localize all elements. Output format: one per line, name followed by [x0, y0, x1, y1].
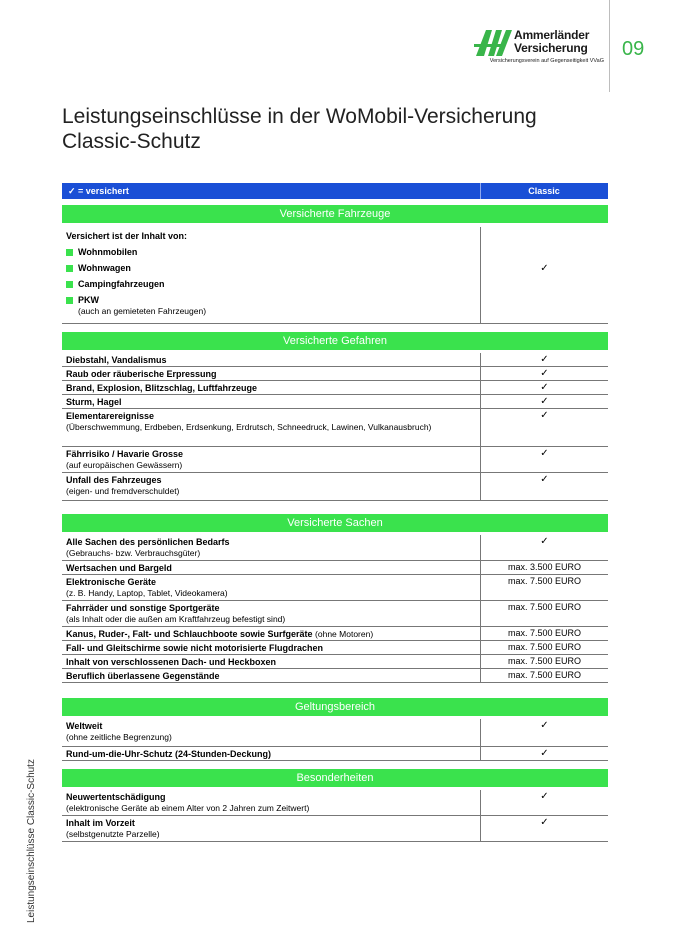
table-row [62, 669, 608, 683]
checkmark-icon: ✓ [540, 791, 549, 802]
checkmark-icon: ✓ [540, 263, 549, 274]
row-value [480, 790, 608, 815]
row-title: Inhalt von verschlossenen Dach- und Heckboxen [66, 657, 277, 667]
section-besonderheiten: Besonderheiten [62, 769, 608, 787]
table-header [62, 183, 608, 199]
limit-value: max. 7.500 EURO [507, 576, 582, 586]
row-value [480, 535, 608, 560]
table-row [62, 747, 608, 761]
table-row [62, 641, 608, 655]
column-classic: Classic [528, 186, 560, 196]
row-subtitle: (z. B. Handy, Laptop, Tablet, Videokamera) [66, 588, 228, 598]
checkmark-icon: ✓ [540, 368, 549, 379]
table-row [62, 790, 608, 816]
row-label [66, 563, 476, 574]
table-row [62, 601, 608, 627]
row-label [66, 721, 476, 743]
row-subtitle: (eigen- und fremdverschuldet) [66, 486, 180, 496]
row-label [66, 475, 476, 497]
row-label [66, 603, 476, 625]
section-versicherte-sachen: Versicherte Sachen [62, 514, 608, 532]
section-versicherte-fahrzeuge: Versicherte Fahrzeuge [62, 205, 608, 223]
row-inline-note: (ohne Motoren) [315, 629, 374, 639]
green-bullet-icon [66, 297, 73, 304]
row-title: Brand, Explosion, Blitzschlag, Luftfahrzeuge [66, 383, 258, 393]
title-line-2: Classic-Schutz [62, 130, 201, 153]
logo-text-line1: Ammerländer [514, 28, 590, 42]
checkmark-icon: ✓ [540, 474, 549, 485]
row-value [480, 381, 608, 394]
pkw-note: (auch an gemieteten Fahrzeugen) [78, 306, 207, 316]
logo-mark-icon [474, 28, 514, 58]
row-subtitle: (auf europäischen Gewässern) [66, 460, 183, 470]
row-title: Elementarereignisse [66, 411, 155, 421]
table-row [62, 227, 608, 324]
row-title: Fahrräder und sonstige Sportgeräte [66, 603, 220, 613]
checkmark-icon: ✓ [540, 748, 549, 759]
row-title: Fall- und Gleitschirme sowie nicht motorisierte Flugdrachen [66, 643, 324, 653]
row-label [66, 643, 476, 654]
row-value [480, 395, 608, 408]
row-title: Raub oder räuberische Erpressung [66, 369, 217, 379]
row-value [480, 561, 608, 574]
limit-value: max. 7.500 EURO [507, 628, 582, 638]
table-row [62, 561, 608, 575]
checkmark-icon: ✓ [540, 720, 549, 731]
row-title: Sturm, Hagel [66, 397, 122, 407]
row-value [480, 353, 608, 366]
limit-value: max. 7.500 EURO [507, 670, 582, 680]
table-row [62, 473, 608, 501]
checkmark-icon: ✓ [540, 382, 549, 393]
table-row [62, 367, 608, 381]
list-item: Wohnmobilen [66, 247, 476, 258]
row-label [66, 629, 476, 640]
limit-value: max. 7.500 EURO [507, 642, 582, 652]
green-bullet-icon [66, 249, 73, 256]
section-geltungsbereich: Geltungsbereich [62, 698, 608, 716]
row-label [66, 792, 476, 814]
checkmark-icon: ✓ [540, 396, 549, 407]
table-row [62, 719, 608, 747]
row-title: Beruflich überlassene Gegenstände [66, 671, 220, 681]
row-label [66, 383, 476, 394]
row-label [66, 749, 476, 760]
row-title: Diebstahl, Vandalismus [66, 355, 167, 365]
row-value [480, 473, 608, 500]
row-value [480, 575, 608, 600]
green-bullet-icon [66, 265, 73, 272]
row-value [480, 747, 608, 760]
table-row [62, 535, 608, 561]
row-title: Rund-um-die-Uhr-Schutz (24-Stunden-Deckung) [66, 749, 271, 759]
row-title: Inhalt im Vorzeit [66, 818, 135, 828]
checkmark-icon: ✓ [540, 410, 549, 421]
row-value [480, 627, 608, 640]
table-row [62, 655, 608, 669]
row-value [480, 227, 608, 323]
title-line-1: Leistungseinschlüsse in der WoMobil-Versicherung [62, 105, 537, 128]
row-label [66, 355, 476, 366]
row-label [66, 411, 476, 433]
row-subtitle: (elektronische Geräte ab einem Alter von 2 Jahren zum Zeitwert) [66, 803, 310, 813]
row-subtitle: (als Inhalt oder die außen am Kraftfahrzeug befestigt sind) [66, 614, 286, 624]
table-row [62, 447, 608, 473]
row-value [480, 601, 608, 626]
table-row [62, 409, 608, 447]
logo-text-line2: Versicherung [514, 41, 588, 55]
row-subtitle: (ohne zeitliche Begrenzung) [66, 732, 172, 742]
table-row [62, 816, 608, 842]
row-title: Wertsachen und Bargeld [66, 563, 172, 573]
list-item: Campingfahrzeugen [66, 279, 476, 290]
legend-versichert: ✓ = versichert [68, 186, 129, 196]
page-number: 09 [622, 38, 645, 60]
table-row [62, 353, 608, 367]
row-title: Weltweit [66, 721, 103, 731]
row-value [480, 655, 608, 668]
row-label [66, 231, 476, 317]
checkmark-icon: ✓ [540, 354, 549, 365]
company-logo [474, 28, 602, 68]
row-subtitle: (Gebrauchs- bzw. Verbrauchsgüter) [66, 548, 201, 558]
row-label [66, 449, 476, 471]
sidebar-text: Leistungseinschlüsse Classic-Schutz [26, 759, 37, 923]
row-title: Neuwertentschädigung [66, 792, 166, 802]
table-row [62, 575, 608, 601]
table-row [62, 395, 608, 409]
row-value [480, 719, 608, 746]
row-title: Elektronische Geräte [66, 577, 157, 587]
row-value [480, 447, 608, 472]
table-row [62, 381, 608, 395]
row-label [66, 397, 476, 408]
row-value [480, 367, 608, 380]
checkmark-icon: ✓ [540, 817, 549, 828]
row-title: Alle Sachen des persönlichen Bedarfs [66, 537, 230, 547]
row-label [66, 577, 476, 599]
checkmark-icon: ✓ [540, 536, 549, 547]
list-item: Wohnwagen [66, 263, 476, 274]
row-title: Unfall des Fahrzeuges [66, 475, 162, 485]
vehicles-intro: Versichert ist der Inhalt von: [66, 231, 188, 241]
row-label [66, 369, 476, 380]
row-label [66, 537, 476, 559]
row-value [480, 641, 608, 654]
limit-value: max. 7.500 EURO [507, 602, 582, 612]
section-versicherte-gefahren: Versicherte Gefahren [62, 332, 608, 350]
list-item: PKW [66, 295, 476, 306]
logo-tagline: Versicherungsverein auf Gegenseitigkeit VVaG [489, 58, 604, 64]
row-subtitle: (selbstgenutzte Parzelle) [66, 829, 160, 839]
page-title [62, 104, 537, 154]
row-value [480, 409, 608, 446]
row-value [480, 816, 608, 841]
header-divider [609, 0, 610, 92]
green-bullet-icon [66, 281, 73, 288]
limit-value: max. 3.500 EURO [507, 562, 582, 572]
checkmark-icon: ✓ [540, 448, 549, 459]
row-title: Fährrisiko / Havarie Grosse [66, 449, 184, 459]
row-label [66, 671, 476, 682]
sidebar-label [26, 743, 40, 923]
row-label [66, 657, 476, 668]
row-subtitle: (Überschwemmung, Erdbeben, Erdsenkung, Erdrutsch, Schneedruck, Lawinen, Vulkanausbruch) [66, 422, 432, 432]
limit-value: max. 7.500 EURO [507, 656, 582, 666]
row-label [66, 818, 476, 840]
table-row [62, 627, 608, 641]
row-title: Kanus, Ruder-, Falt- und Schlauchboote sowie Surfgeräte [66, 629, 313, 639]
row-value [480, 669, 608, 682]
